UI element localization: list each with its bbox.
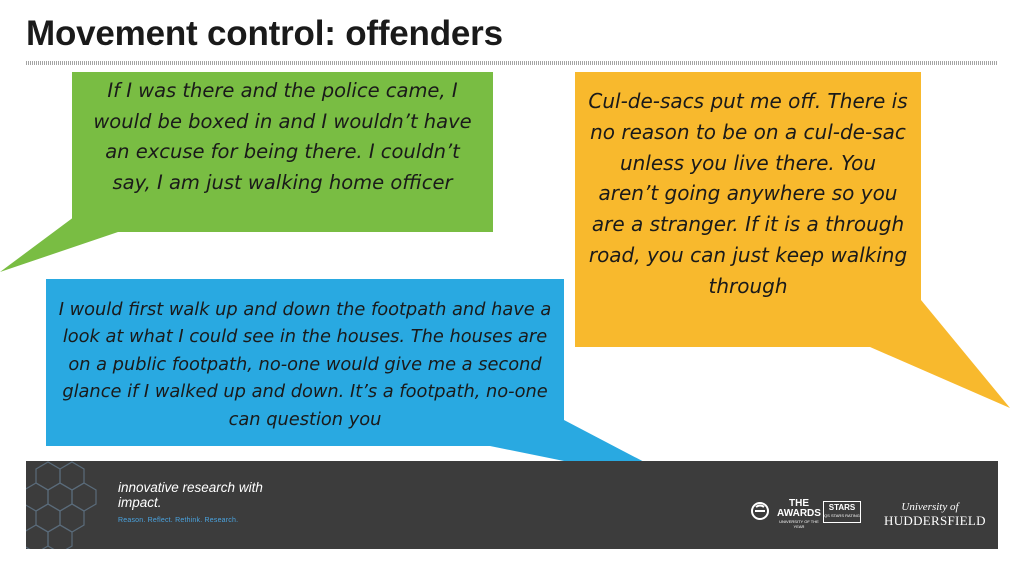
qs-stars-logo bbox=[823, 501, 861, 523]
stars-logo-subtext: QS STARS RATING bbox=[824, 513, 860, 518]
blue-quote-callout bbox=[46, 279, 564, 446]
stars-logo-text: STARS bbox=[828, 503, 856, 512]
orange-quote-callout bbox=[575, 72, 921, 347]
page-title: Movement control: offenders bbox=[26, 14, 503, 53]
university-logo-line1: University of bbox=[901, 501, 959, 513]
green-quote-callout bbox=[72, 72, 493, 232]
university-logo-line2: HUDDERSFIELD bbox=[884, 513, 986, 528]
awards-logo-subtext: UNIVERSITY OF THE YEAR bbox=[779, 519, 819, 529]
blue-quote-text: I would first walk up and down the footpath and have a look at what I could see in the houses. The houses are on a public footpath, no-one would give me a second glance if I walked up and down. It’s a footpath, no-one can question you bbox=[58, 299, 552, 430]
footer-banner bbox=[26, 461, 998, 549]
footer-subtagline: Reason. Reflect. Rethink. Research. bbox=[118, 517, 239, 524]
hexagon-pattern-icon bbox=[26, 461, 116, 549]
e-award-logo-icon bbox=[750, 501, 770, 521]
the-awards-logo bbox=[777, 499, 821, 529]
university-logo bbox=[884, 501, 986, 529]
footer-tagline: innovative research with impact. bbox=[118, 480, 263, 510]
awards-logo-text: THE AWARDS bbox=[777, 498, 821, 519]
orange-quote-text: Cul-de-sacs put me off. There is no reason to be on a cul-de-sac unless you live there. You aren’t going anywhere so you are a stranger. If it is a through road, you can just keep walking through bbox=[588, 89, 908, 298]
green-quote-text: If I was there and the police came, I would be boxed in and I wouldn’t have an excuse for being there. I couldn’t say, I am just walking home officer bbox=[93, 79, 472, 194]
